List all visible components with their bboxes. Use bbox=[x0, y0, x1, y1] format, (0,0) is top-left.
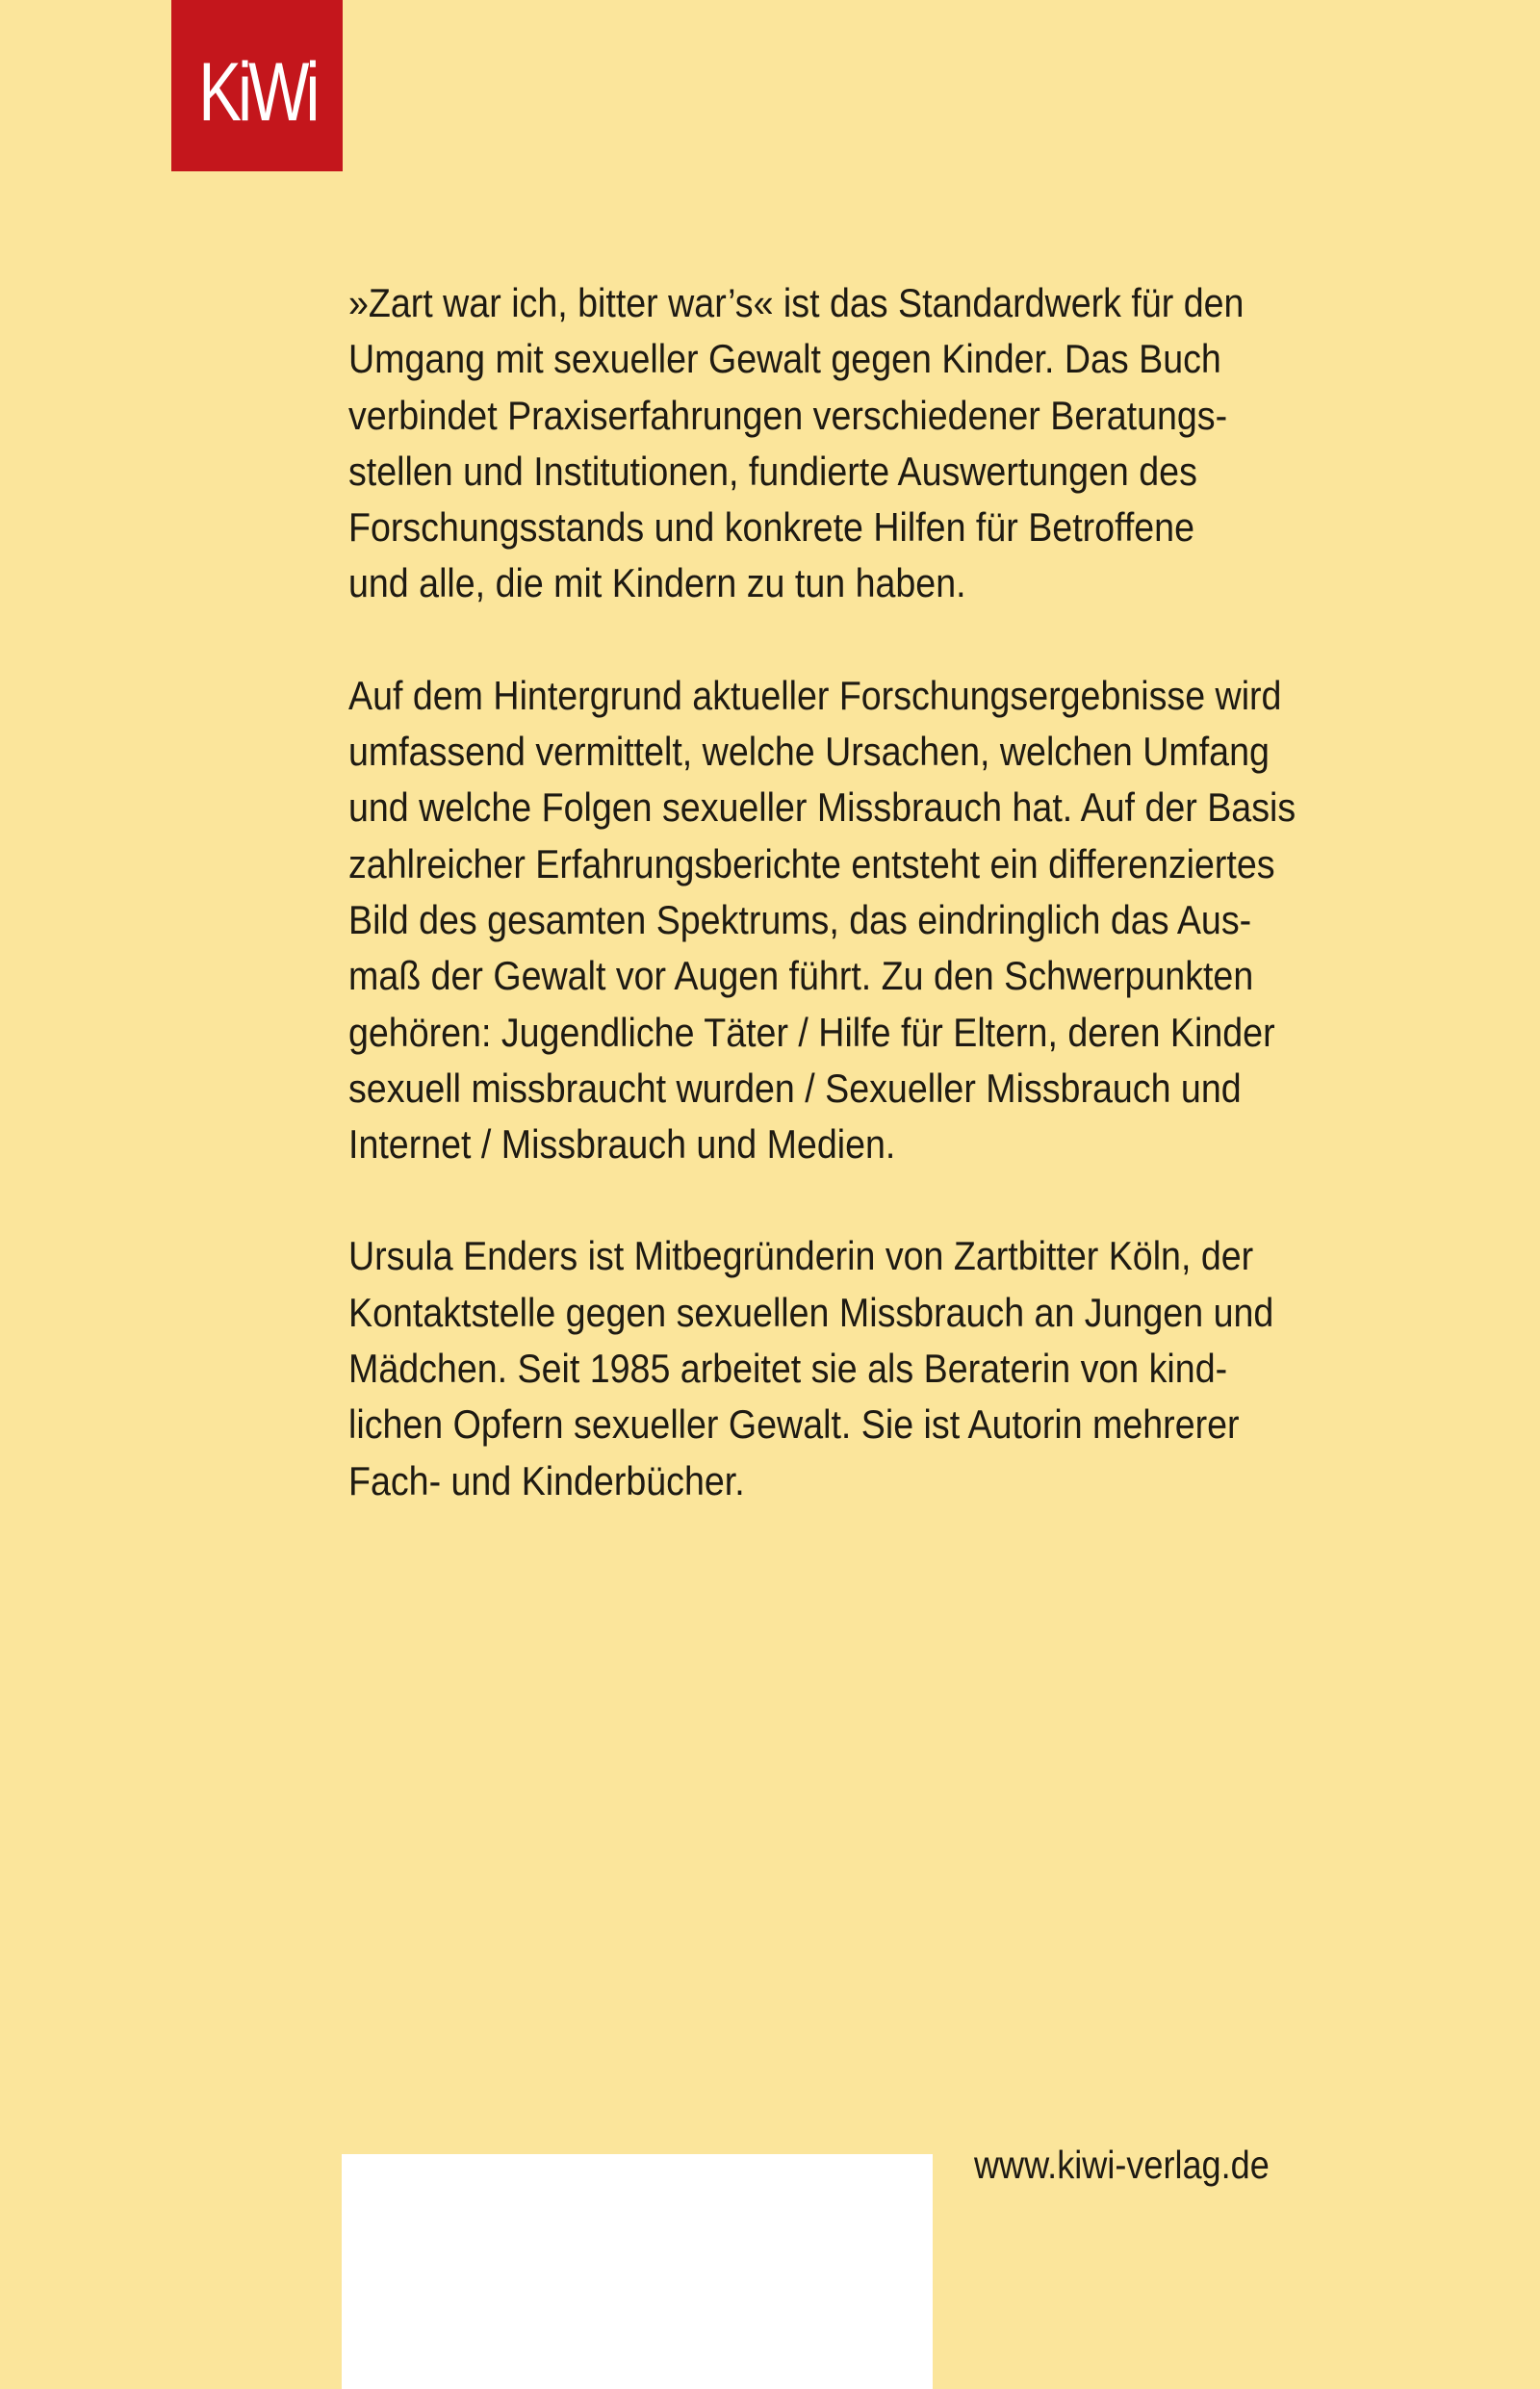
text-line: und welche Folgen sexueller Missbrauch hat. Auf der Basis bbox=[348, 784, 1296, 831]
text-line: »Zart war ich, bitter war’s« ist das Standardwerk für den bbox=[348, 280, 1245, 325]
text-line: sexuell missbraucht wurden / Sexueller Missbrauch und bbox=[348, 1065, 1242, 1111]
text-line: Forschungsstands und konkrete Hilfen für Betroffene bbox=[348, 504, 1195, 551]
blurb-paragraph-1 bbox=[348, 275, 1245, 612]
text-line: maß der Gewalt vor Augen führt. Zu den Schwerpunkten bbox=[348, 953, 1254, 999]
text-line: Bild des gesamten Spektrums, das eindringlich das Aus- bbox=[348, 896, 1252, 942]
text-line: Umgang mit sexueller Gewalt gegen Kinder. Das Buch bbox=[348, 336, 1221, 382]
text-line: zahlreicher Erfahrungsberichte entsteht ein differenziertes bbox=[348, 840, 1275, 886]
text-line: und alle, die mit Kindern zu tun haben. bbox=[348, 560, 966, 606]
publisher-logo bbox=[171, 0, 343, 171]
text-line: Fach- und Kinderbücher. bbox=[348, 1457, 745, 1503]
text-line: lichen Opfern sexueller Gewalt. Sie ist Autorin mehrerer bbox=[348, 1401, 1240, 1448]
text-line: umfassend vermittelt, welche Ursachen, welchen Umfang bbox=[348, 729, 1270, 775]
text-line: Internet / Missbrauch und Medien. bbox=[348, 1121, 896, 1168]
publisher-logo-text: KiWi bbox=[197, 45, 317, 139]
publisher-url[interactable]: www.kiwi-verlag.de bbox=[974, 2143, 1270, 2187]
text-line: Auf dem Hintergrund aktueller Forschungsergebnisse wird bbox=[348, 672, 1282, 718]
text-line: gehören: Jugendliche Täter / Hilfe für Eltern, deren Kinder bbox=[348, 1009, 1275, 1055]
barcode-placeholder bbox=[342, 2154, 933, 2389]
text-line: Mädchen. Seit 1985 arbeitet sie als Beraterin von kind- bbox=[348, 1346, 1228, 1392]
blurb-text bbox=[348, 275, 1296, 1565]
blurb-paragraph-2 bbox=[348, 668, 1296, 1173]
author-bio bbox=[348, 1228, 1274, 1508]
text-line: verbindet Praxiserfahrungen verschiedener Beratungs- bbox=[348, 392, 1228, 438]
text-line: stellen und Institutionen, fundierte Auswertungen des bbox=[348, 448, 1197, 494]
text-line: Ursula Enders ist Mitbegründerin von Zartbitter Köln, der bbox=[348, 1233, 1254, 1279]
text-line: Kontaktstelle gegen sexuellen Missbrauch an Jungen und bbox=[348, 1289, 1274, 1335]
